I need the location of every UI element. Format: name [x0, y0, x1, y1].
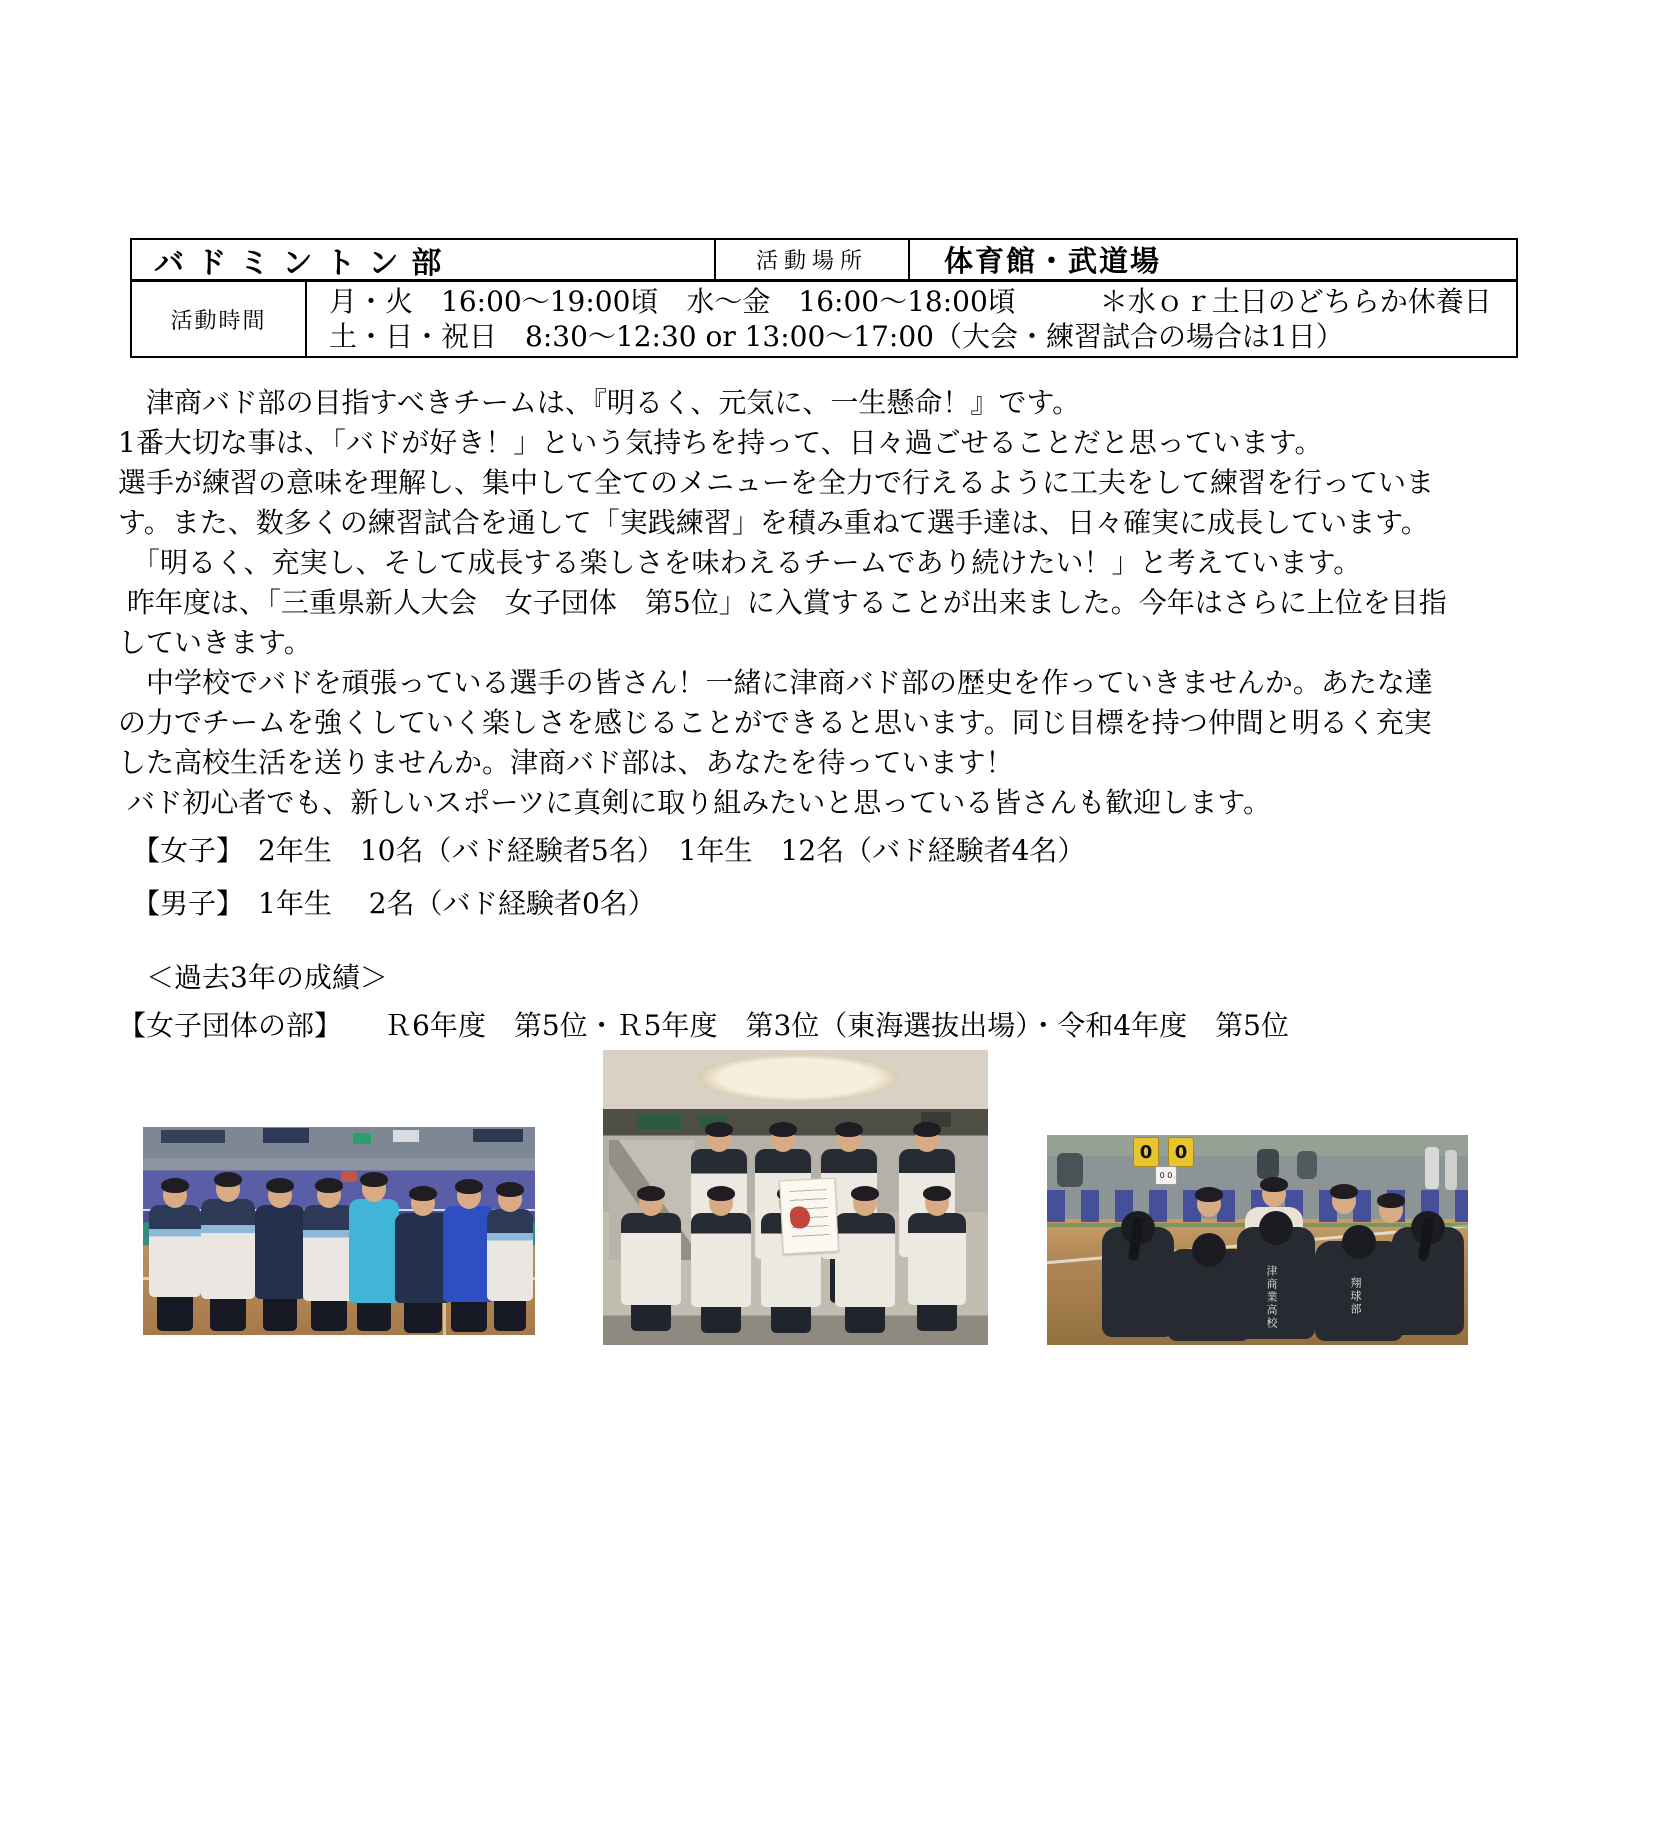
team-photo-certificate — [603, 1050, 988, 1345]
table-row-bottom — [132, 282, 1516, 356]
score-card-1 — [1133, 1137, 1159, 1167]
person-figure — [303, 1182, 355, 1331]
score-value: 0 — [1174, 1141, 1188, 1163]
intro-line: バド初心者でも、新しいスポーツに真剣に取り組みたいと思っている皆さんも歓迎します。 — [118, 786, 1271, 819]
intro-line: していきます。 — [118, 626, 312, 659]
person-legs — [494, 1301, 525, 1331]
crowd-shape — [1257, 1149, 1279, 1179]
person-jacket — [349, 1199, 399, 1303]
person-legs — [845, 1307, 886, 1333]
person-head — [498, 1186, 522, 1212]
person-legs — [210, 1299, 247, 1331]
person-jacket — [487, 1209, 533, 1301]
person-head — [163, 1182, 187, 1208]
results-heading: ＜過去3年の成績＞ — [118, 961, 388, 994]
person-head — [362, 1176, 386, 1202]
crowd-shape — [1425, 1147, 1439, 1189]
person-head — [411, 1190, 435, 1216]
intro-line: した高校生活を送りませんか。津商バド部は、あなたを待っています！ — [118, 746, 1014, 779]
person-jacket — [621, 1213, 681, 1305]
person-legs — [263, 1299, 297, 1331]
person-head — [639, 1190, 663, 1216]
person-legs — [917, 1305, 956, 1331]
person-back-figure — [1315, 1241, 1403, 1341]
person-figure — [149, 1182, 201, 1331]
club-introduction — [118, 383, 1542, 1046]
banner-shape — [473, 1129, 523, 1142]
window-shape — [637, 1114, 681, 1129]
table-row-top — [132, 240, 1516, 282]
score-card-2 — [1168, 1137, 1194, 1167]
score-value: 0 — [1139, 1141, 1153, 1163]
person-head — [707, 1126, 731, 1152]
person-head — [1379, 1197, 1403, 1223]
members-girls-line: 【女子】 2年生 10名（バド経験者5名） 1年生 12名（バド経験者4名） — [118, 834, 1086, 867]
person-jacket — [908, 1213, 966, 1305]
person-back-figure — [1237, 1227, 1315, 1339]
person-legs — [771, 1307, 812, 1333]
exit-sign-shape — [353, 1133, 371, 1144]
intro-line: の力でチームを強くしていく楽しさを感じることができると思います。同じ目標を持つ仲間と明るく充実 — [118, 706, 1432, 739]
person-head — [925, 1190, 949, 1216]
time-value — [307, 282, 1516, 356]
intro-line: 昨年度は、「三重県新人大会 女子団体 第5位」に入賞することが出来ました。今年はさらに上位を目指 — [118, 586, 1447, 619]
person-legs — [631, 1305, 672, 1331]
crowd-shape — [1445, 1150, 1457, 1190]
person-figure — [201, 1176, 255, 1331]
person-head — [837, 1126, 861, 1152]
person-head — [853, 1190, 877, 1216]
person-legs — [311, 1301, 346, 1331]
person-legs — [404, 1303, 442, 1333]
person-back-figure — [1102, 1227, 1174, 1337]
banner-shape — [263, 1128, 309, 1143]
small-score-card — [1155, 1166, 1177, 1185]
small-score-value: 0 0 — [1159, 1171, 1173, 1180]
person-jacket — [201, 1199, 255, 1299]
person-head — [1332, 1188, 1356, 1214]
person-figure — [621, 1190, 681, 1331]
person-head — [216, 1176, 240, 1202]
crowd-shape — [1057, 1153, 1083, 1187]
person-figure — [255, 1182, 305, 1331]
members-boys-line: 【男子】 1年生 2名（バド経験者0名） — [118, 887, 656, 920]
person-head — [771, 1126, 795, 1152]
time-line-1: 月・火 16:00～19:00頃 水～金 16:00～18:00頃 ＊水ｏｒ土日のどちらか休養日 — [329, 285, 1492, 318]
person-figure — [349, 1176, 399, 1331]
skylight-shape — [698, 1054, 898, 1102]
club-info-table — [130, 238, 1518, 358]
person-head — [317, 1182, 341, 1208]
team-photo-huddle — [1047, 1135, 1468, 1345]
club-name: バドミントン部 — [154, 245, 455, 279]
person-figure — [487, 1186, 533, 1331]
intro-line: 「明るく、充実し、そして成長する楽しさを味わえるチームであり続けたい！」と考えています。 — [118, 546, 1362, 579]
jacket-text: 津商業高校 — [1265, 1265, 1278, 1330]
person-legs — [701, 1307, 742, 1333]
certificate — [779, 1178, 839, 1255]
person-head — [709, 1190, 733, 1216]
person-head — [457, 1183, 481, 1209]
person-legs — [451, 1302, 486, 1332]
person-figure — [835, 1190, 895, 1333]
crowd-shape — [1297, 1151, 1317, 1179]
intro-line: 1番大切な事は、「バドが好き！」という気持ちを持って、日々過ごせることだと思っています。 — [118, 426, 1323, 459]
person-figure — [691, 1190, 751, 1333]
time-line-2: 土・日・祝日 8:30～12:30 or 13:00～17:00（大会・練習試合の場合は1日） — [329, 320, 1344, 353]
location-value: 体育館・武道場 — [944, 244, 1162, 278]
person-legs — [357, 1303, 391, 1331]
person-head — [1197, 1191, 1221, 1217]
person-jacket — [303, 1205, 355, 1301]
person-jacket — [149, 1205, 201, 1297]
person-jacket — [835, 1213, 895, 1307]
intro-line: 津商バド部の目指すべきチームは、『明るく、元気に、一生懸命！』です。 — [118, 386, 1081, 419]
banner-shape — [161, 1130, 225, 1143]
person-legs — [157, 1297, 192, 1331]
person-jacket — [691, 1213, 751, 1307]
location-label: 活動場所 — [714, 240, 910, 279]
person-head — [915, 1126, 939, 1152]
banner-shape — [393, 1130, 419, 1142]
person-head — [268, 1182, 292, 1208]
person-back-figure — [1392, 1227, 1464, 1335]
results-detail: 【女子団体の部】 Ｒ6年度 第5位・Ｒ5年度 第3位（東海選抜出場）・令和4年度 第5位 — [118, 1009, 1289, 1042]
intro-line: 選手が練習の意味を理解し、集中して全てのメニューを全力で行えるように工夫をして練習を行っていま — [118, 466, 1435, 499]
jacket-text: 翔球部 — [1349, 1277, 1362, 1316]
person-jacket — [255, 1205, 305, 1299]
intro-line: 中学校でバドを頑張っている選手の皆さん！一緒に津商バド部の歴史を作っていきませんか。あたな達 — [118, 666, 1433, 699]
team-photo-gym-group — [143, 1127, 535, 1335]
person-head — [1262, 1181, 1286, 1207]
time-label: 活動時間 — [132, 282, 307, 356]
person-figure — [908, 1190, 966, 1331]
intro-line: す。また、数多くの練習試合を通して「実践練習」を積み重ねて選手達は、日々確実に成長しています。 — [118, 506, 1429, 539]
